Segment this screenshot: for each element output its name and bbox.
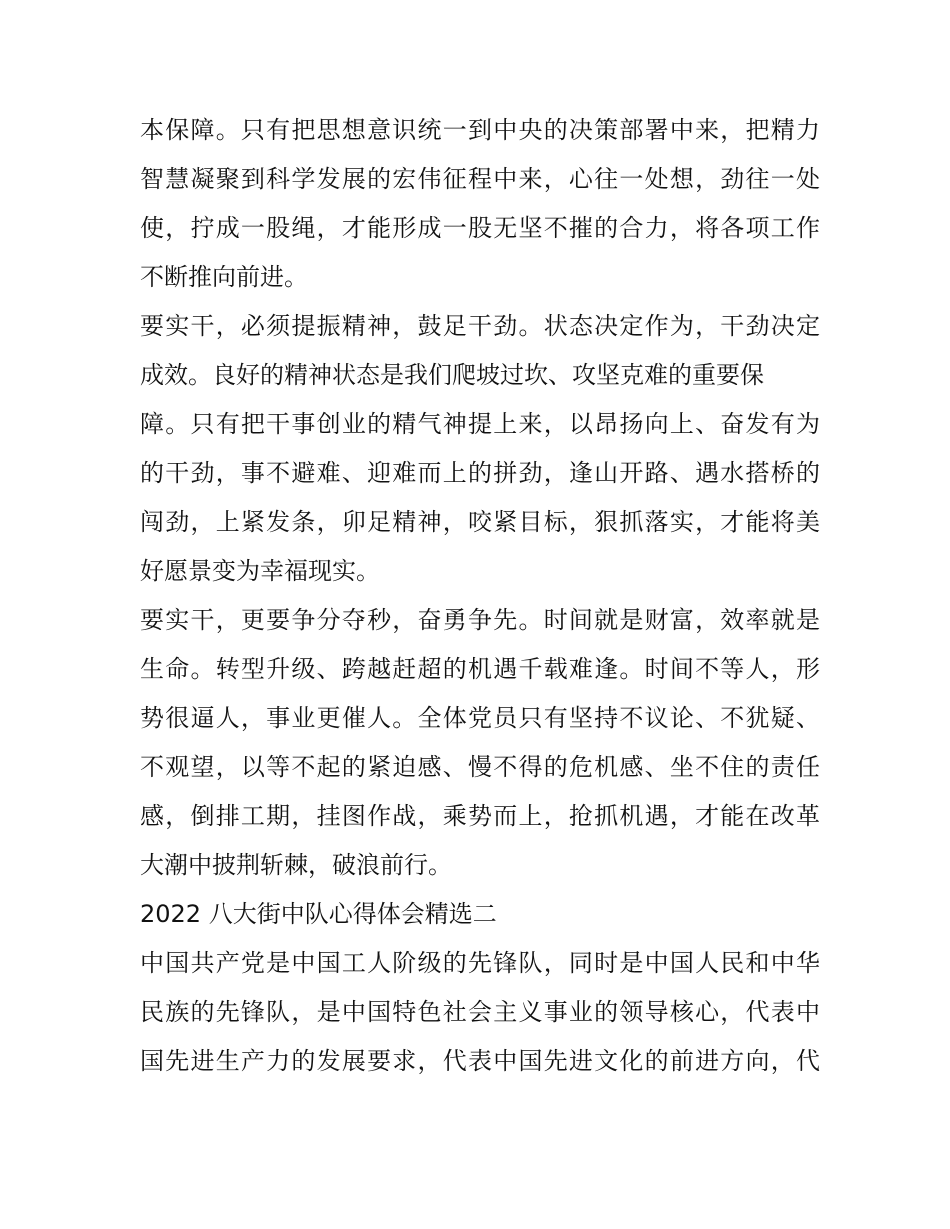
paragraph-line: 闯劲，上紧发条，卯足精神，咬紧目标，狠抓落实，才能将美 — [140, 508, 820, 536]
paragraph-line: 中国共产党是中国工人阶级的先锋队，同时是中国人民和中华 — [140, 949, 820, 977]
document-body — [140, 106, 820, 1086]
paragraph-line: 生命。转型升级、跨越赶超的机遇千载难逢。时间不等人，形 — [140, 655, 820, 683]
paragraph-line: 不观望，以等不起的紧迫感、慢不得的危机感、坐不住的责任 — [140, 753, 820, 781]
paragraph-line: 障。只有把干事创业的精气神提上来，以昂扬向上、奋发有为 — [140, 410, 820, 438]
paragraph-line: 使，拧成一股绳，才能形成一股无坚不摧的合力，将各项工作 — [140, 214, 820, 242]
paragraph-line: 国先进生产力的发展要求，代表中国先进文化的前进方向，代 — [140, 1047, 820, 1075]
paragraph-line: 的干劲，事不避难、迎难而上的拼劲，逢山开路、遇水搭桥的 — [140, 459, 820, 487]
paragraph-line: 感，倒排工期，挂图作战，乘势而上，抢抓机遇，才能在改革 — [140, 802, 820, 830]
paragraph-line: 势很逼人，事业更催人。全体党员只有坚持不议论、不犹疑、 — [140, 704, 820, 732]
paragraph-line: 智慧凝聚到科学发展的宏伟征程中来，心往一处想，劲往一处 — [140, 165, 820, 193]
paragraph-line: 成效。良好的精神状态是我们爬坡过坎、攻坚克难的重要保 — [140, 361, 764, 389]
paragraph-line: 要实干，更要争分夺秒，奋勇争先。时间就是财富，效率就是 — [140, 606, 820, 634]
paragraph-line: 要实干，必须提振精神，鼓足干劲。状态决定作为，干劲决定 — [140, 312, 820, 340]
paragraph-line: 本保障。只有把思想意识统一到中央的决策部署中来，把精力 — [140, 116, 820, 144]
paragraph-line: 不断推向前进。 — [140, 263, 308, 291]
paragraph-line: 大潮中披荆斩棘，破浪前行。 — [140, 851, 452, 879]
paragraph-line: 民族的先锋队，是中国特色社会主义事业的领导核心，代表中 — [140, 998, 820, 1026]
section-heading: 2022 八大街中队心得体会精选二 — [140, 900, 497, 928]
paragraph-line: 好愿景变为幸福现实。 — [140, 557, 380, 585]
